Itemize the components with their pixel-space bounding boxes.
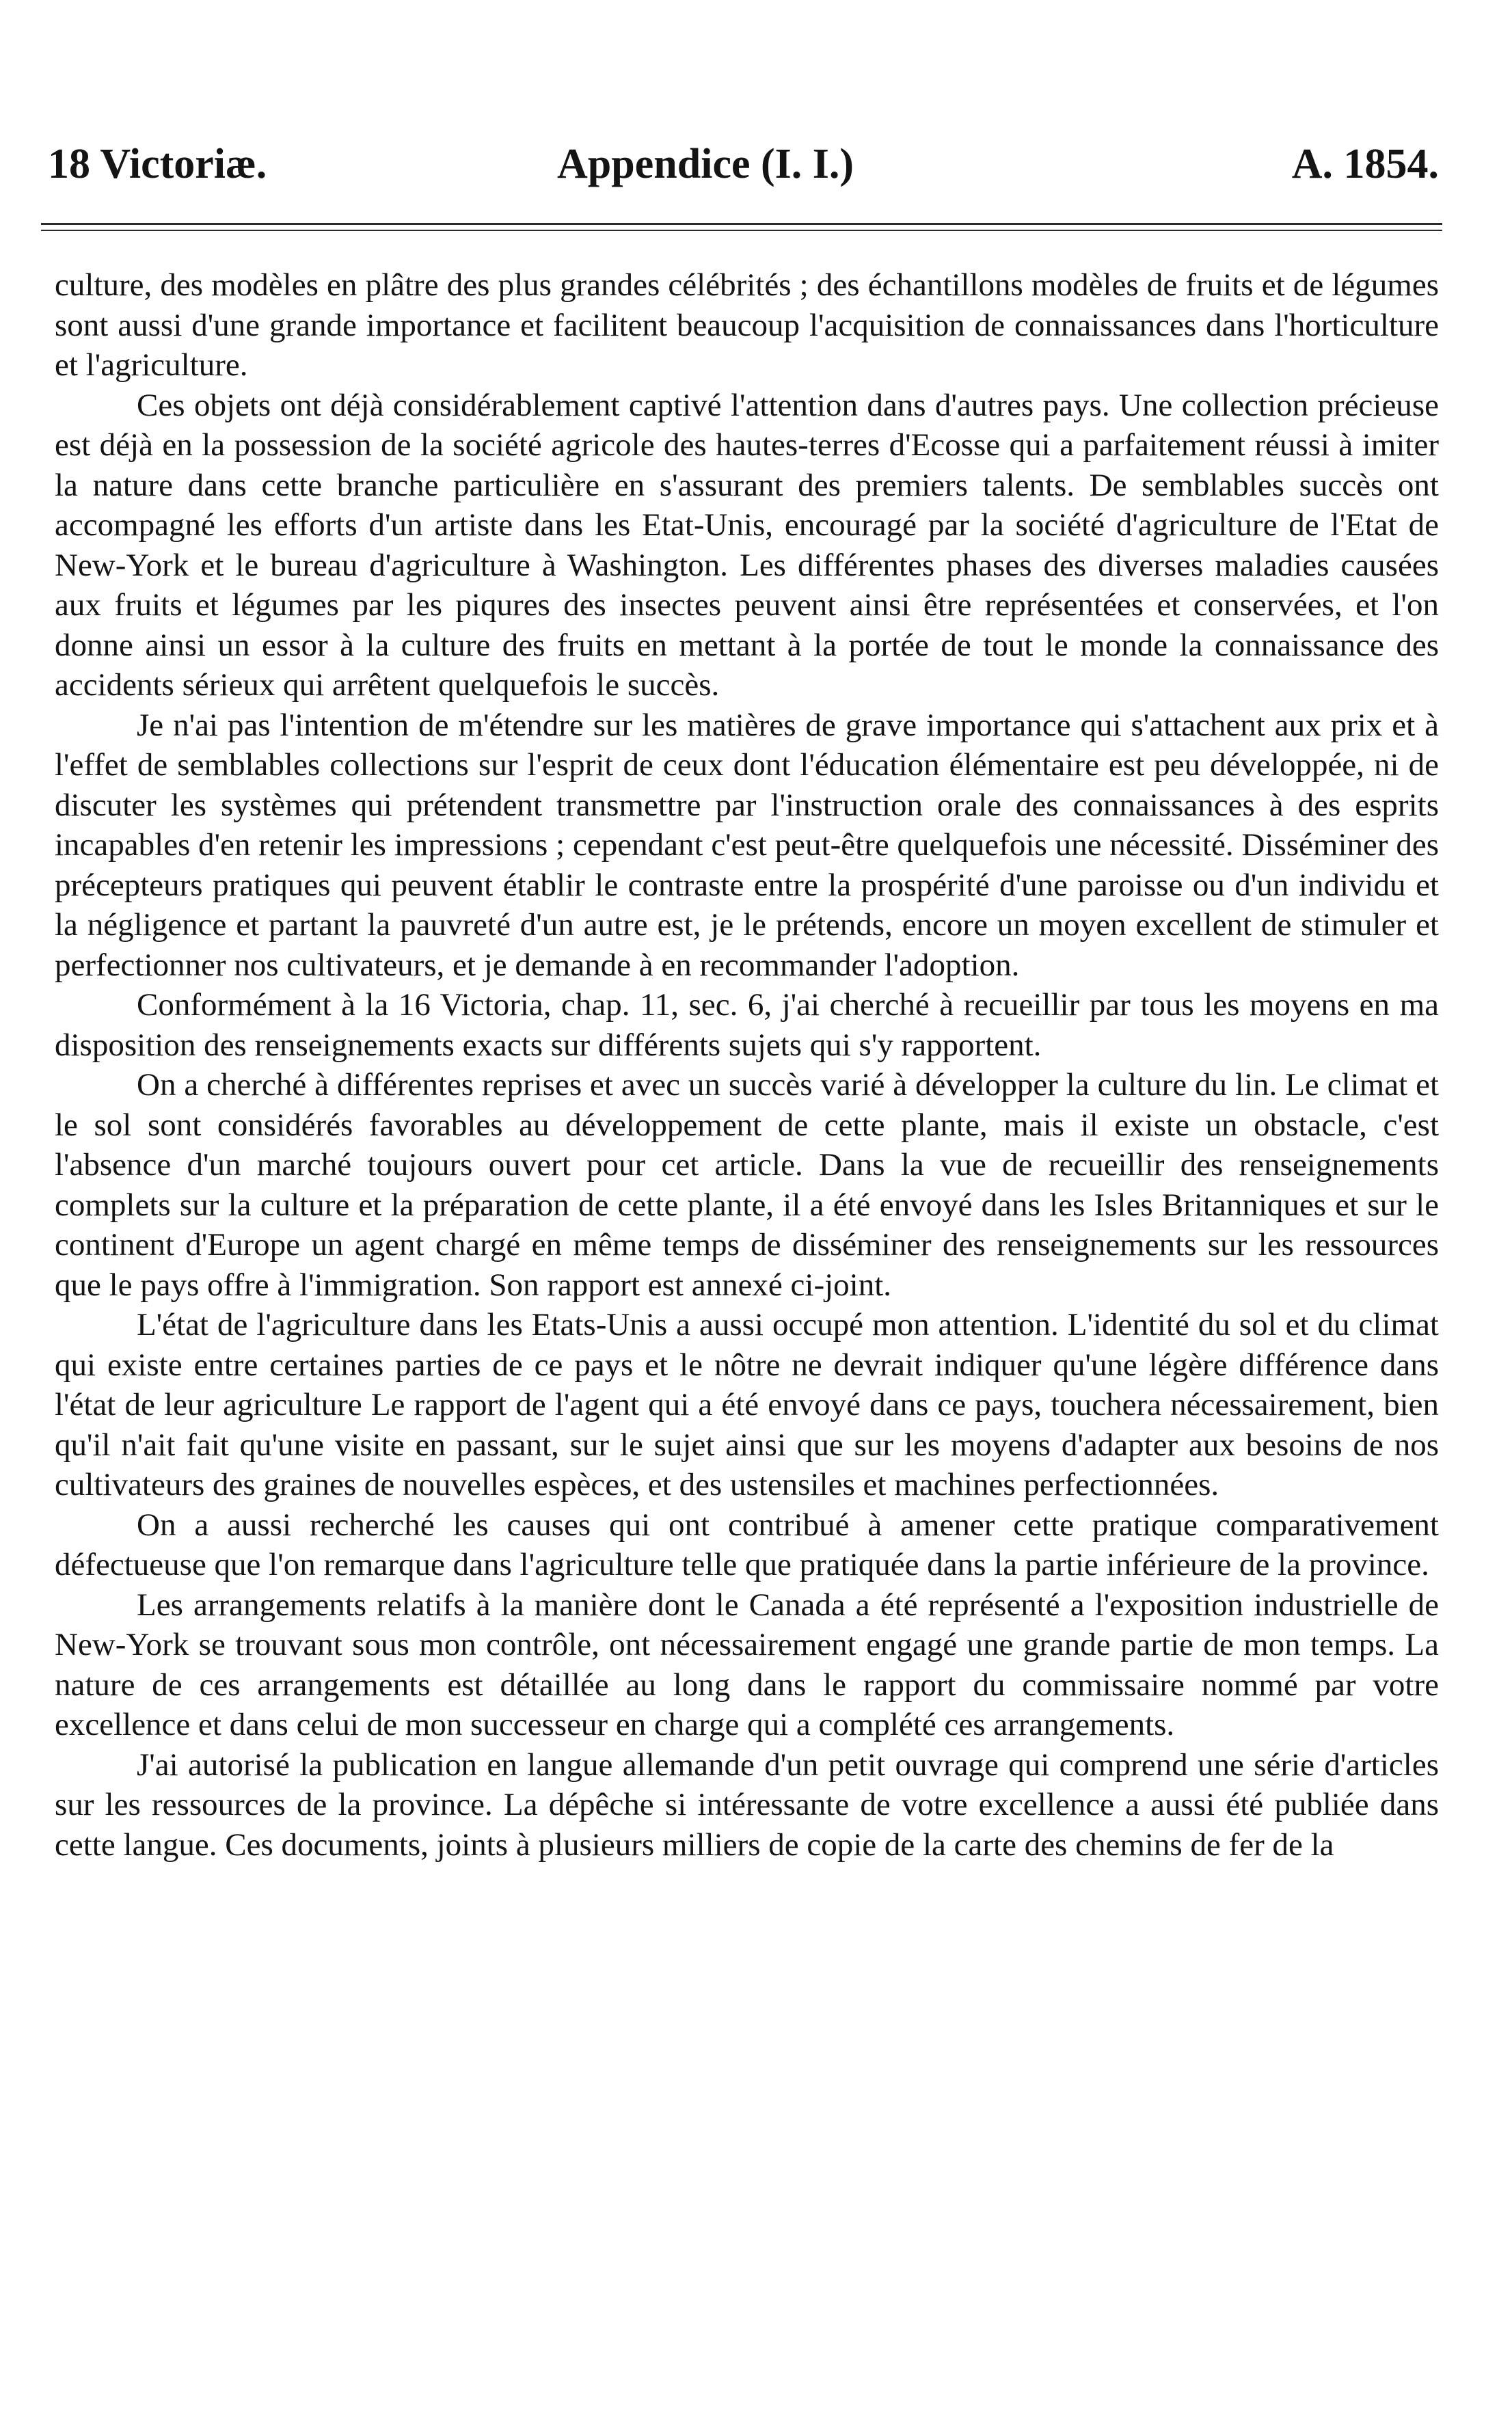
header-appendix: Appendice (I. I.)	[557, 141, 854, 187]
paragraph: On a cherché à différentes reprises et avec un succès varié à développer la culture du lin. Le climat et le sol sont considérés favorables au développement de cette plante, mais il existe un obstacle, c'est l'absence d'un marché toujours ouvert pour cet article. Dans la vue de recueillir des renseignements complets sur la culture et la préparation de cette plante, il a été envoyé dans les Isles Britanniques et sur le continent d'Europe un agent chargé en même temps de disséminer des renseignements sur les ressources que le pays offre à l'immigration. Son rapport est annexé ci-joint.	[55, 1067, 1439, 1303]
header-rule-bottom	[41, 230, 1442, 231]
header-rule-top	[41, 223, 1442, 225]
body-text	[55, 265, 1439, 1865]
paragraph: J'ai autorisé la publication en langue allemande d'un petit ouvrage qui comprend une série d'articles sur les ressources de la province. La dépêche si intéressante de votre excellence a aussi été publiée dans cette langue. Ces documents, joints à plusieurs milliers de copie de la carte des chemins de fer de la	[55, 1746, 1439, 1863]
paragraph: On a aussi recherché les causes qui ont contribué à amener cette pratique comparativement défectueuse que l'on remarque dans l'agriculture telle que pratiquée dans la partie inférieure de la province.	[55, 1507, 1439, 1582]
paragraph: culture, des modèles en plâtre des plus grandes célébrités ; des échantillons modèles de fruits et de légumes sont aussi d'une grande importance et facilitent beaucoup l'acquisition de connaissances dans l'horticulture et l'agriculture.	[55, 267, 1439, 383]
paragraph: L'état de l'agriculture dans les Etats-Unis a aussi occupé mon attention. L'identité du sol et du climat qui existe entre certaines parties de ce pays et le nôtre ne devrait indiquer qu'une légère différence dans l'état de leur agriculture Le rapport de l'agent qui a été envoyé dans ce pays, touchera nécessairement, bien qu'il n'ait fait qu'une visite en passant, sur le sujet ainsi que sur les moyens d'adapter aux besoins de nos cultivateurs des graines de nouvelles espèces, et des ustensiles et machines perfectionnées.	[55, 1307, 1439, 1502]
paragraph: Les arrangements relatifs à la manière dont le Canada a été représenté a l'exposition industrielle de New-York se trouvant sous mon contrôle, ont nécessairement engagé une grande partie de mon temps. La nature de ces arrangements est détaillée au long dans le rapport du commissaire nommé par votre excellence et dans celui de mon successeur en charge qui a complété ces arrangements.	[55, 1587, 1439, 1742]
paragraph: Conformément à la 16 Victoria, chap. 11, sec. 6, j'ai cherché à recueillir par tous les moyens en ma disposition des renseignements exacts sur différents sujets qui s'y rapportent.	[55, 987, 1439, 1063]
paragraph: Je n'ai pas l'intention de m'étendre sur les matières de grave importance qui s'attachent aux prix et à l'effet de semblables collections sur l'esprit de ceux dont l'éducation élémentaire est peu développée, ni de discuter les systèmes qui prétendent transmettre par l'instruction orale des connaissances à des esprits incapables d'en retenir les impressions ; cependant c'est peut-être quelquefois une nécessité. Disséminer des précepteurs pratiques qui peuvent établir le contraste entre la prospérité d'une paroisse ou d'un individu et la négligence et partant la pauvreté d'un autre est, je le prétends, encore un moyen excellent de stimuler et perfectionner nos cultivateurs, et je demande à en recommander l'adoption.	[55, 707, 1439, 983]
header-year: A. 1854.	[1291, 141, 1439, 187]
page-header	[48, 140, 1439, 188]
header-session: 18 Victoriæ.	[48, 141, 267, 187]
paragraph: Ces objets ont déjà considérablement captivé l'attention dans d'autres pays. Une collection précieuse est déjà en la possession de la société agricole des hautes-terres d'Ecosse qui a parfaitement réussi à imiter la nature dans cette branche particulière en s'assurant des premiers talents. De semblables succès ont accompagné les efforts d'un artiste dans les Etat-Unis, encouragé par la société d'agriculture de l'Etat de New-York et le bureau d'agriculture à Washington. Les différentes phases des diverses maladies causées aux fruits et légumes par les piqures des insectes peuvent ainsi être représentées et conservées, et l'on donne ainsi un essor à la culture des fruits en mettant à la portée de tout le monde la connaissance des accidents sérieux qui arrêtent quelquefois le succès.	[55, 387, 1439, 703]
